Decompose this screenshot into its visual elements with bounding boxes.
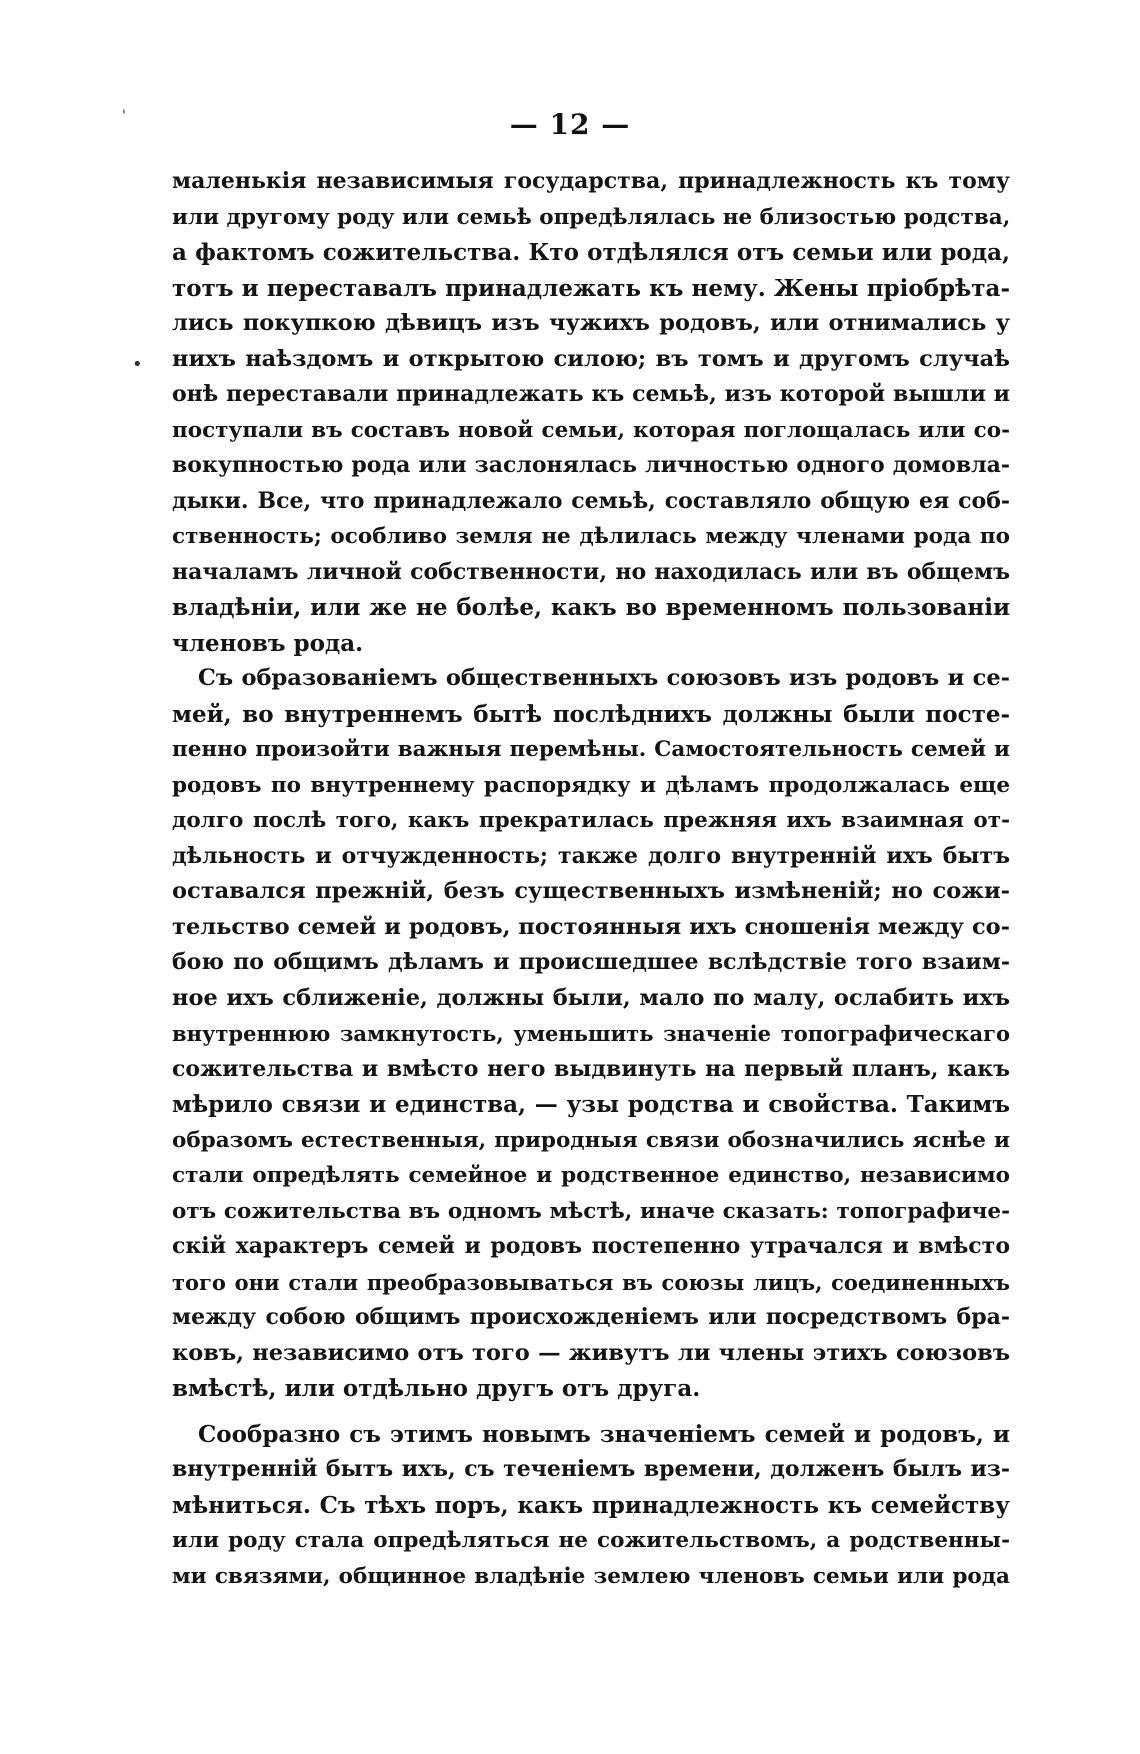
text-line: нихъ наѣздомъ и открытою силою; въ томъ и другомъ случаѣ <box>172 345 1010 372</box>
text-line: того они стали преобразовываться въ союзы лицъ, соединенныхъ <box>172 1269 1010 1295</box>
text-line: мѣрило связи и единства, — узы родства и свойства. Такимъ <box>172 1091 1010 1118</box>
text-line: внутренній бытъ ихъ, съ теченіемъ времени, долженъ былъ из- <box>172 1456 1010 1482</box>
text-line: ственность; особливо земля не дѣлилась между членами рода по <box>172 524 1010 549</box>
text-line: лись покупкою дѣвицъ изъ чужихъ родовъ, или отнимались у <box>172 310 1010 336</box>
page-number: — 12 — <box>509 108 631 141</box>
text-line: оставался прежній, безъ существенныхъ измѣненій; но сожи- <box>172 878 1010 904</box>
text-line: мей, во внутреннемъ бытѣ послѣднихъ должны были посте- <box>172 700 1010 728</box>
margin-dot: • <box>132 354 143 375</box>
text-line: вмѣстѣ, или отдѣльно другъ отъ друга. <box>172 1375 701 1402</box>
text-line: тотъ и переставалъ принадлежать къ нему. Жены пріобрѣта- <box>172 274 1010 302</box>
paragraph-3 <box>172 1417 1010 1595</box>
text-line: пенно произойти важныя перемѣны. Самостоятельность семей и <box>172 737 1010 762</box>
margin-dot: ' <box>122 108 126 124</box>
text-line: внутреннюю замкнутость, уменьшить значеніе топографическаго <box>172 1021 1010 1046</box>
text-line: Съ образованіемъ общественныхъ союзовъ изъ родовъ и се- <box>198 665 1010 691</box>
text-line: стали опредѣлять семейное и родственное единство, независимо <box>172 1163 1010 1188</box>
text-line: ковъ, независимо отъ того — живутъ ли члены этихъ союзовъ <box>172 1339 1010 1366</box>
text-line: или другому роду или семьѣ опредѣлялась не близостью родства, <box>172 204 1010 230</box>
text-body <box>172 164 1010 1594</box>
text-line: бою по общимъ дѣламъ и происшедшее вслѣдствіе того взаим- <box>172 949 1010 975</box>
text-line: долго послѣ того, какъ прекратилась прежняя ихъ взаимная от- <box>172 808 1010 833</box>
paragraph-2 <box>172 661 1010 1407</box>
text-line: образомъ естественныя, природныя связи обозначились яснѣе и <box>172 1127 1010 1153</box>
text-line: вокупностью рода или заслонялась личностью одного домовла- <box>172 452 1010 478</box>
paragraph-1 <box>172 164 1010 661</box>
text-line: онѣ переставали принадлежать къ семьѣ, изъ которой вышли и <box>172 381 1010 407</box>
text-line: дѣльность и отчужденность; также долго внутренній ихъ бытъ <box>172 842 1010 869</box>
text-line: отъ сожительства въ одномъ мѣстѣ, иначе сказать: топографиче- <box>172 1198 1010 1224</box>
text-line: членовъ рода. <box>172 629 364 657</box>
text-line: Сообразно съ этимъ новымъ значеніемъ семей и родовъ, и <box>198 1420 1010 1448</box>
text-line: сожительства и вмѣсто него выдвинуть на первый планъ, какъ <box>172 1055 1010 1082</box>
text-line: между собою общимъ происхожденіемъ или посредствомъ бра- <box>172 1304 1010 1330</box>
text-line: скій характеръ семей и родовъ постепенно утрачался и вмѣсто <box>172 1233 1010 1259</box>
text-line: дыки. Все, что принадлежало семьѣ, составляло общую ея соб- <box>172 487 1010 514</box>
text-line: ми связями, общинное владѣніе землею членовъ семьи или рода <box>172 1563 1010 1589</box>
text-line: тельство семей и родовъ, постоянныя ихъ сношенія между со- <box>172 913 1010 940</box>
text-line: или роду стала опредѣляться не сожительствомъ, а родственны- <box>172 1528 1010 1553</box>
text-line: поступали въ составъ новой семьи, которая поглощалась или со- <box>172 417 1010 443</box>
text-line: родовъ по внутреннему распорядку и дѣламъ продолжалась еще <box>172 772 1010 798</box>
text-line: маленькія независимыя государства, принадлежность къ тому <box>172 168 1010 194</box>
text-line: а фактомъ сожительства. Кто отдѣлялся отъ семьи или рода, <box>172 239 1010 266</box>
text-line: началамъ личной собственности, но находилась или въ общемъ <box>172 558 1010 585</box>
text-line: владѣніи, или же не болѣе, какъ во временномъ пользованіи <box>172 594 1010 621</box>
text-line: мѣниться. Съ тѣхъ поръ, какъ принадлежность къ семейству <box>172 1491 1010 1519</box>
text-line: ное ихъ сближеніе, должны были, мало по малу, ослабить ихъ <box>172 984 1010 1011</box>
